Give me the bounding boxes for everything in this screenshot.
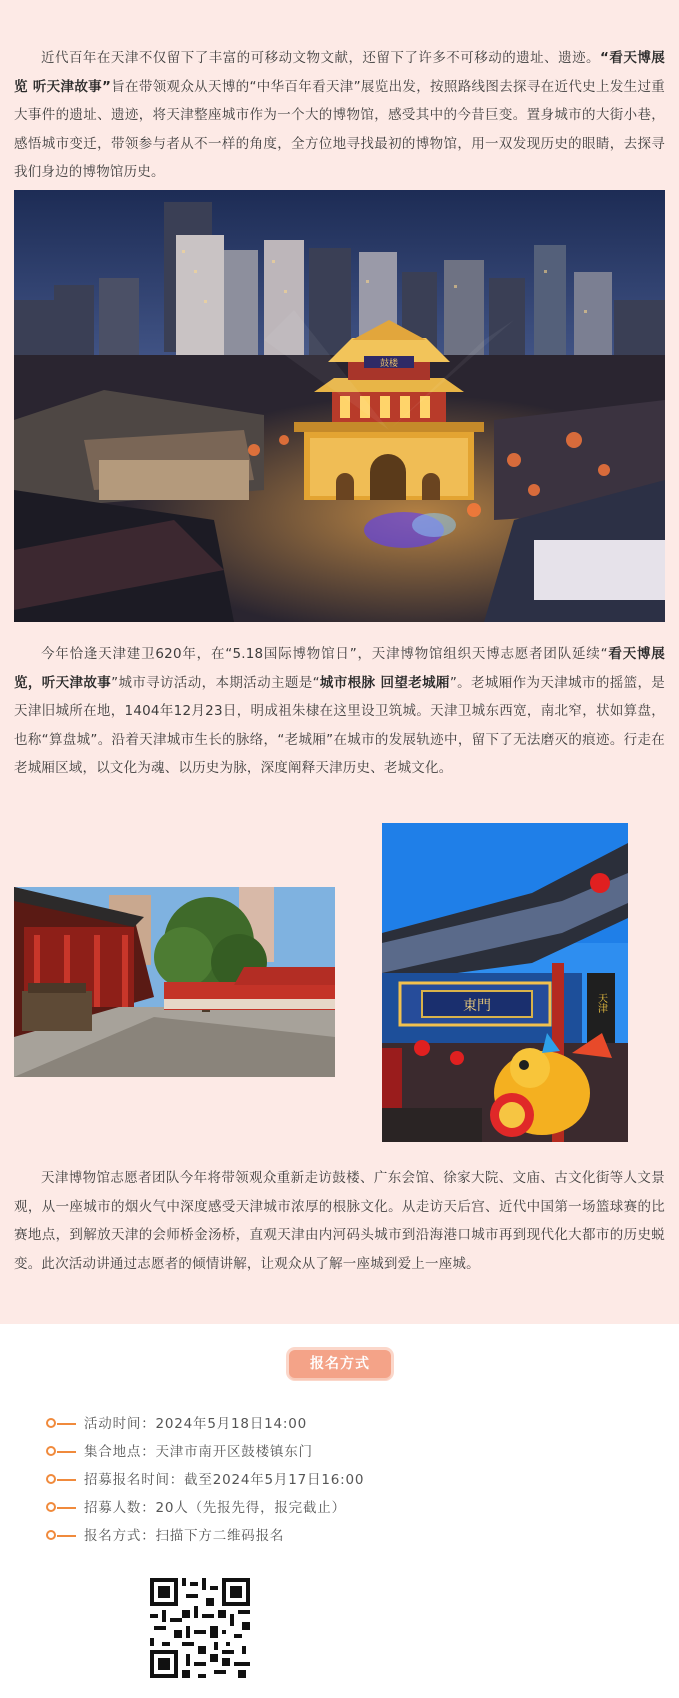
gate-right-sign-text: 天津 <box>595 993 607 1013</box>
signup-info-list <box>46 1410 646 1550</box>
east-gate-photo <box>382 823 628 1142</box>
circle-bullet-icon <box>46 1530 56 1540</box>
temple-courtyard-photo <box>14 887 335 1077</box>
gate-sign-text: 東門 <box>463 998 491 1014</box>
route-paragraph: 天津博物馆志愿者团队今年将带领观众重新走访鼓楼、广东会馆、徐家大院、文庙、古文化街等人文景观，从一座城市的烟火气中深度感受天津城市浓厚的根脉文化。从走访天后宫、近代中国第一场篮球赛的比赛地点，到解放天津的会师桥金汤桥，直观天津由内河码头城市到沿海港口城市再到现代化大都市的历史蜕变。此次活动讲通过志愿者的倾情讲解，让观众从了解一座城到爱上一座城。 <box>14 1170 665 1272</box>
info-item-deadline: 招募报名时间：截至2024年5月17日16:00 <box>46 1466 646 1494</box>
circle-bullet-icon <box>46 1474 56 1484</box>
info-item-method: 报名方式：扫描下方二维码报名 <box>46 1522 646 1550</box>
signup-title-badge: 报名方式 <box>289 1350 391 1378</box>
info-item-location: 集合地点：天津市南开区鼓楼镇东门 <box>46 1438 646 1466</box>
info-item-capacity: 招募人数：20人（先报先得，报完截止） <box>46 1494 646 1522</box>
circle-bullet-icon <box>46 1446 56 1456</box>
circle-bullet-icon <box>46 1502 56 1512</box>
signup-qr-code-icon[interactable] <box>150 1578 250 1678</box>
intro-paragraph: 近代百年在天津不仅留下了丰富的可移动文物文献，还留下了许多不可移动的遗址、遗迹。“看天博展览 听天津故事”旨在带领观众从天博的“中华百年看天津”展览出发，按照路线图去探寻在近代史上发生过重大事件的遗址、遗迹，将天津整座城市作为一个大的博物馆，感受其中的今昔巨变。置身城市的大街小巷，感悟城市变迁，带领参与者从不一样的角度，全方位地寻找最初的博物馆，用一双发现历史的眼睛，去探寻我们身边的博物馆历史。 <box>14 50 666 180</box>
info-item-time: 活动时间：2024年5月18日14:00 <box>46 1410 646 1438</box>
drum-tower-night-photo <box>14 190 665 622</box>
event-paragraph: 今年恰逢天津建卫620年，在“5.18国际博物馆日”，天津博物馆组织天博志愿者团队延续“看天博展览，听天津故事”城市寻访活动，本期活动主题是“城市根脉 回望老城厢”。老城厢作为天津城市的摇篮，是天津旧城所在地，1404年12月23日，明成祖朱棣在这里设卫筑城。天津卫城东西宽，南北窄，状如算盘，也称“算盘城”。沿着天津城市生长的脉络，“老城厢”在城市的发展轨迹中，留下了无法磨灭的痕迹。行走在老城厢区域，以文化为魂、以历史为脉，深度阐释天津历史、老城文化。 <box>14 646 666 776</box>
circle-bullet-icon <box>46 1418 56 1428</box>
intro-highlight: “看天博展览 听天津故事” <box>14 50 666 95</box>
tower-sign-text: 鼓楼 <box>379 359 399 369</box>
